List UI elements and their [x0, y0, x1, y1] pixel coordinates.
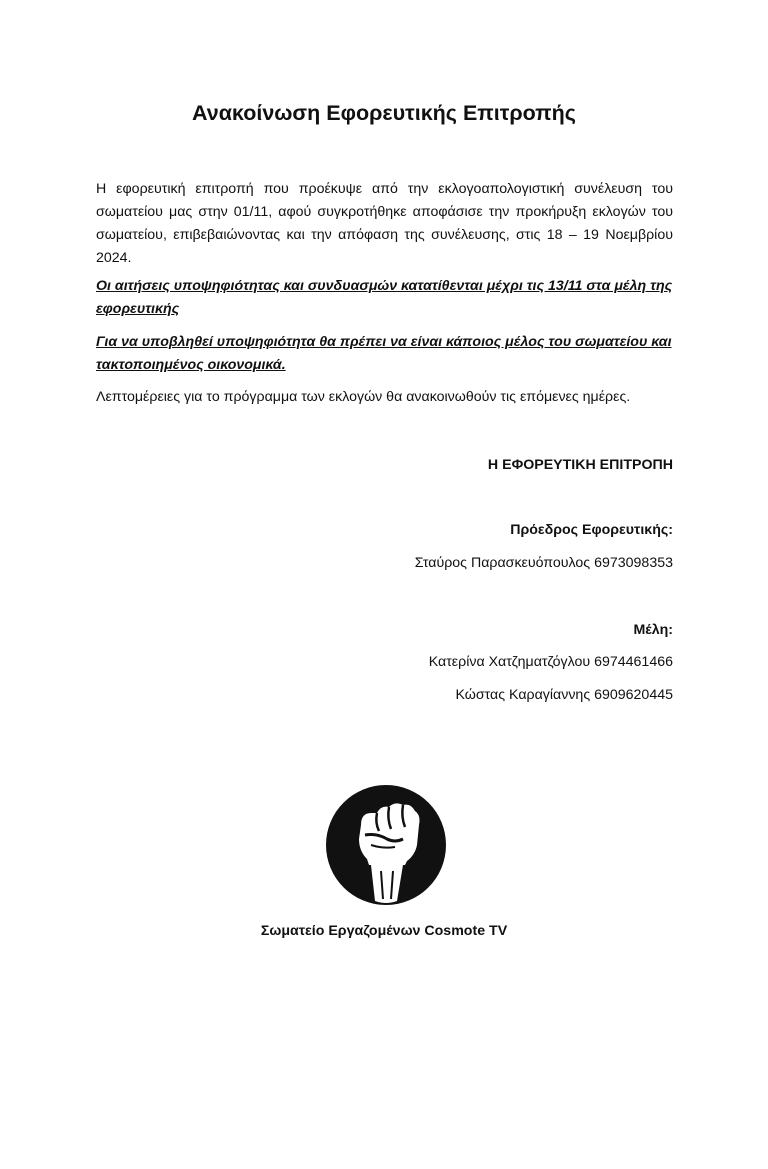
raised-fist-icon	[325, 783, 447, 907]
committee-signature: Η ΕΦΟΡΕΥΤΙΚΗ ΕΠΙΤΡΟΠΗ	[487, 457, 673, 473]
member-entry: Κατερίνα Χατζηματζόγλου 6974461466	[428, 654, 673, 670]
president-label: Πρόεδρος Εφορευτικής:	[510, 522, 673, 538]
members-label: Μέλη:	[633, 622, 673, 638]
page-title: Ανακοίνωση Εφορευτικής Επιτροπής	[192, 101, 576, 125]
member-entry: Κώστας Καραγίαννης 6909620445	[455, 687, 673, 703]
applications-notice: Οι αιτήσεις υποψηφιότητας και συνδυασμών κατατίθενται μέχρι τις 13/11 στα μέλη της εφορευτικής	[96, 278, 673, 317]
eligibility-notice: Για να υποβληθεί υποψηφιότητα θα πρέπει να είναι κάποιος μέλος του σωματείου και τακτοποιημένος οικονομικά.	[96, 334, 672, 373]
intro-paragraph: Η εφορευτική επιτροπή που προέκυψε από την εκλογοαπολογιστική συνέλευση του σωματείου μας στην 01/11, αφού συγκροτήθηκε αποφάσισε την προκήρυξη εκλογών του σωματείου, επιβεβαιώνοντας και την απόφαση της συνέλευσης, στις 18 – 19 Νοεμβρίου 2024.	[96, 181, 673, 266]
president-name: Σταύρος Παρασκευόπουλος 6973098353	[414, 555, 673, 571]
details-paragraph: Λεπτομέρειες για το πρόγραμμα των εκλογών θα ανακοινωθούν τις επόμενες ημέρες.	[96, 389, 631, 405]
organization-name: Σωματείο Εργαζομένων Cosmote TV	[260, 923, 508, 939]
